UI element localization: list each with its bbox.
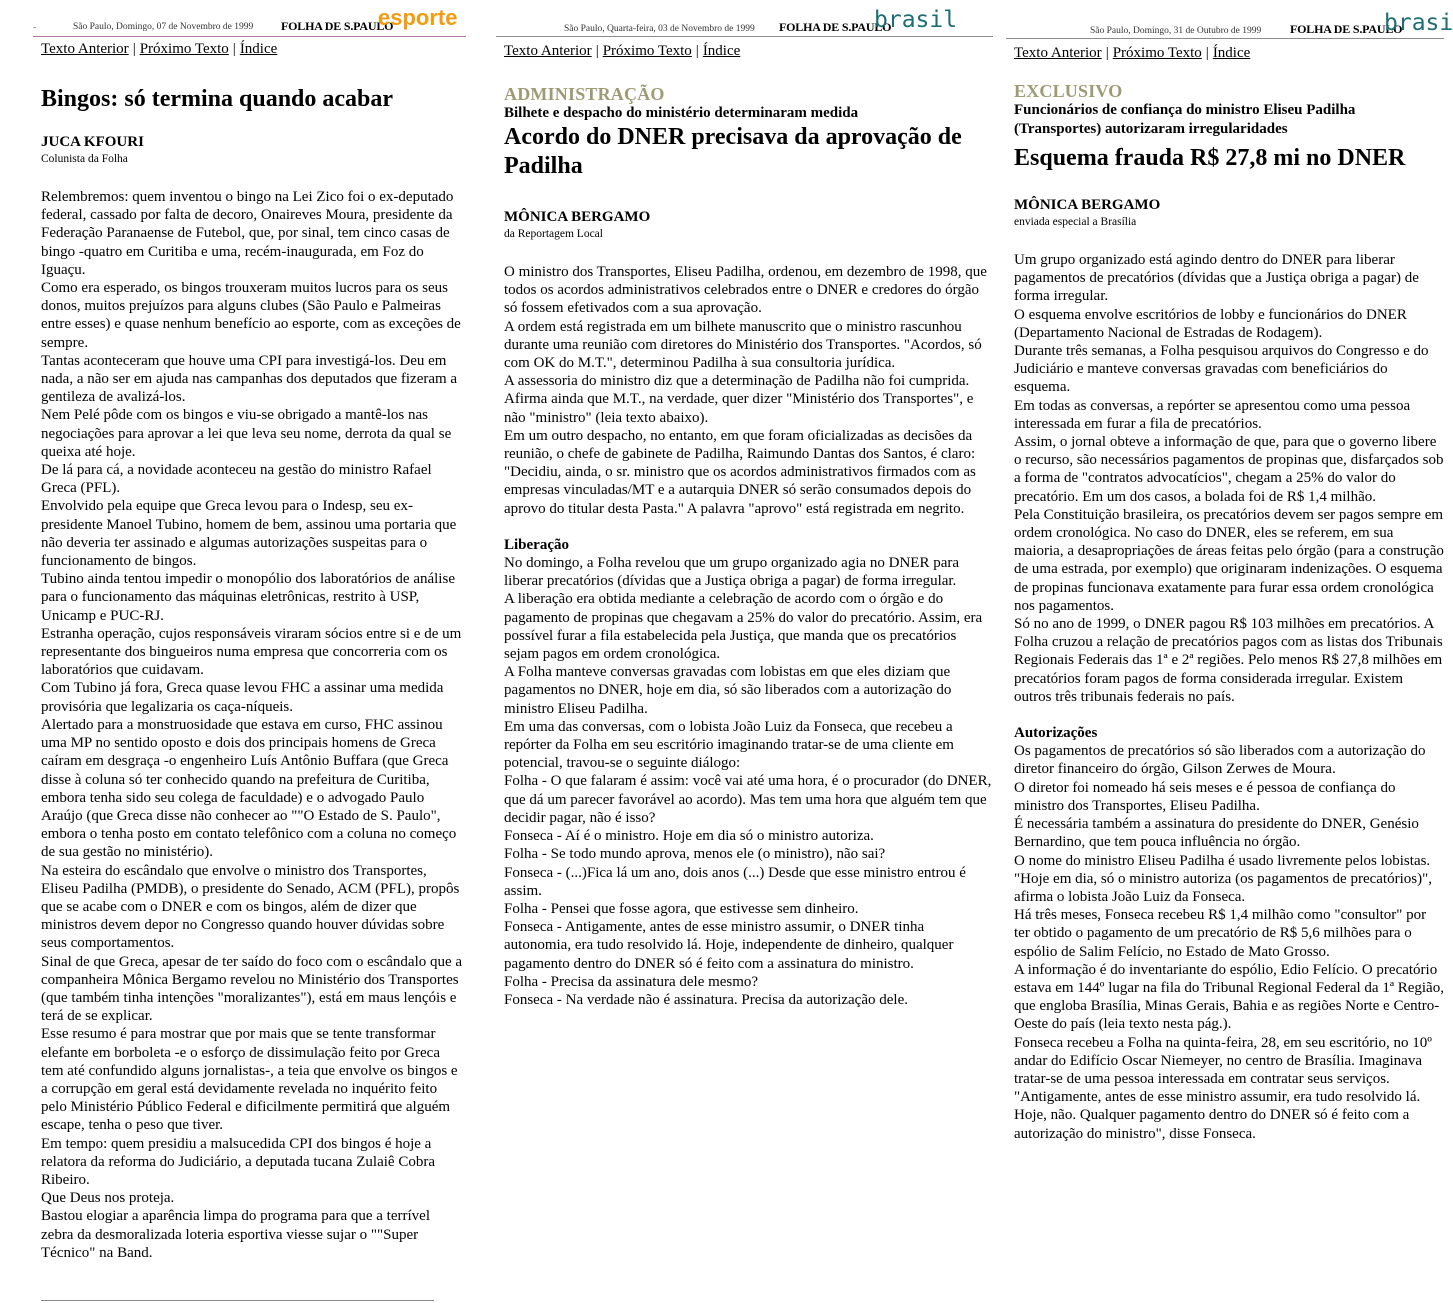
subheadline: Bilhete e despacho do ministério determinaram medida — [504, 105, 859, 121]
paragraph: Fonseca - Na verdade não é assinatura. Precisa da autorização dele. — [504, 991, 908, 1008]
section-hat: EXCLUSIVO — [1014, 81, 1123, 101]
intertitle: Autorizações — [1014, 725, 1098, 742]
nav-separator: | — [232, 41, 236, 57]
paragraph: "Decidiu, ainda, o sr. ministro que os acordos administrativos firmados com as empresas vinculadas/MT e a autarquia DNER só serão consumados depois do aprovo do titular desta Pasta." A palavra "aprovo" está registrada em negrito. — [504, 464, 976, 517]
paragraph: Com Tubino já fora, Greca quase levou FHC a assinar uma medida provisória que legalizaria os caça-níqueis. — [41, 680, 444, 715]
article-column-brasil-acordo — [496, 0, 993, 1009]
article-nav — [496, 41, 993, 61]
headline: Acordo do DNER precisava da aprovação de Padilha — [504, 124, 962, 179]
article-nav — [1006, 43, 1444, 63]
paragraph: Fonseca - Antigamente, antes de esse ministro assumir, o DNER tinha autonomia, era tudo resolvido lá. Hoje, independente de dinheiro, qualquer pagamento dentro do DNER só é feito com a assinatura do ministro. — [504, 919, 954, 972]
index-link[interactable]: Índice — [1212, 45, 1251, 61]
byline-credit: Colunista da Folha — [41, 153, 128, 165]
paragraph: Envolvido pela equipe que Greca levou para o Indesp, seu ex-presidente Manoel Tubino, homem de bem, assinou uma portaria que não deveria ter assinado e algumas autorizações suspeitas para o funcionamento de bingos. — [41, 498, 457, 570]
paragraph: Bastou elogiar a aparência limpa do programa para que a terrível zebra da desmoralizada loteria esportiva viesse sujar o ""Super Técnico" na Band. — [41, 1208, 430, 1261]
paragraph: Em uma das conversas, com o lobista João Luiz da Fonseca, que recebeu a repórter da Folha em seu escritório imaginando tratar-se de uma cliente em potencial, travou-se o seguinte diálogo: — [504, 718, 954, 772]
paragraph: A Folha manteve conversas gravadas com lobistas em que eles diziam que pagamentos no DNER, hoje em dia, só são liberados com a autorização do ministro Eliseu Padilha. — [504, 664, 952, 717]
next-text-link[interactable]: Próximo Texto — [602, 43, 692, 59]
masthead-section: brasil — [874, 7, 958, 33]
paragraph: Assim, o jornal obteve a informação de que, para que o governo libere o recurso, são necessários pagamentos de propinas que, disfarçados sob a forma de "contratos advocatícios", chegam a 25% do valor do precatório. Em um dos casos, a bolada foi de R$ 1,4 milhão. — [1014, 434, 1444, 505]
paragraph: Folha - Pensei que fosse agora, que estivesse sem dinheiro. — [504, 900, 859, 917]
paragraph: Só no ano de 1999, o DNER pagou R$ 103 milhões em precatórios. A Folha cruzou a relação de precatórios pagos com as listas dos Tribunais Regionais Federais das 1ª e 2ª regiões. Pelo menos R$ 27,8 milhões em precatórios foram pagos de forma considerada irregular. Existem outros três tribunais federais no país. — [1014, 616, 1443, 705]
index-link[interactable]: Índice — [239, 41, 278, 57]
masthead-paper-logo: FOLHA DE S.PAULO — [779, 20, 892, 34]
paragraph: Relembremos: quem inventou o bingo na Lei Zico foi o ex-deputado federal, cassado por falta de decoro, Onaireves Moura, presidente da Federação Paranaense de Futebol, que, por sinal, tem cinco casas de bingo -quatro em Curitiba e uma, recém-inaugurada, em Foz do Iguaçu. — [41, 189, 454, 278]
masthead — [496, 0, 993, 37]
masthead-paper-logo: FOLHA DE S.PAULO — [281, 19, 394, 33]
paragraph: Sinal de que Greca, apesar de ter saído do foco com o escândalo que a companheira Mônica Bergamo revelou no Ministério dos Transportes (que também tinha intenções "moralizantes"), está em maus lençóis e terá de se explicar. — [41, 953, 463, 1025]
nav-separator: | — [132, 41, 136, 57]
paragraph: Na esteira do escândalo que envolve o ministro dos Transportes, Eliseu Padilha (PMDB), o presidente do Senado, ACM (PFL), propôs que se acabe com o DNER e com os bingos, além de dizer que ministros devem depor no Congresso quando houver dúvidas sobre seus comportamentos. — [41, 862, 460, 952]
paragraph: Fonseca recebeu a Folha na quinta-feira, 28, em seu escritório, no 10º andar do Edifício Oscar Niemeyer, no centro de Brasília. Imaginava tratar-se de uma pessoa interessada em contratar seus serviços. — [1014, 1034, 1432, 1087]
masthead — [1006, 0, 1453, 39]
paragraph: Tubino ainda tentou impedir o monopólio dos laboratórios de análise para o funcionamento das máquinas eletrônicas, restrito à USP, Unicamp e PUC-RJ. — [41, 571, 455, 624]
paragraph: A ordem está registrada em um bilhete manuscrito que o ministro rascunhou durante uma reunião com diretores do Ministério dos Transportes. "Acordos, só com OK do M.T.", determinou Padilha à sua consultoria jurídica. — [504, 318, 982, 372]
prev-text-link[interactable]: Texto Anterior — [1014, 45, 1102, 61]
article-column-brasil-esquema — [1006, 0, 1453, 1143]
paragraph: Que Deus nos proteja. — [41, 1190, 175, 1207]
paragraph: Fonseca - (...)Fica lá um ano, dois anos (...) Desde que esse ministro entrou é assim. — [504, 864, 966, 899]
paragraph: O diretor foi nomeado há seis meses e é pessoa de confiança do ministro dos Transportes, Eliseu Padilha. — [1014, 779, 1396, 814]
paragraph: Nem Pelé pôde com os bingos e viu-se obrigado a mantê-los nas negociações para aprovar a lei que leva seu nome, derrota da qual se queixa até hoje. — [41, 407, 452, 460]
intertitle: Liberação — [504, 536, 569, 553]
paragraph: Em um outro despacho, no entanto, em que foram oficializadas as decisões da reunião, o chefe de gabinete de Padilha, Raimundo Dantas dos Santos, é claro: — [504, 427, 976, 463]
index-link[interactable]: Índice — [702, 43, 741, 59]
byline: MÔNICA BERGAMO — [1014, 197, 1161, 213]
nav-separator: | — [595, 43, 599, 59]
paragraph: A liberação era obtida mediante a celebração de acordo com o órgão e do pagamento de propinas que chegavam a 25% do valor do precatório. Assim, era possível furar a fila estabelecida pela Justiça, que manda que os precatórios sejam pagos em ordem cronológica. — [504, 591, 983, 663]
paragraph: O esquema envolve escritórios de lobby e funcionários do DNER (Departamento Nacional de Estradas de Rodagem). — [1014, 306, 1407, 341]
paragraph: Tantas aconteceram que houve uma CPI para investigá-los. Deu em nada, a não ser em ajuda nas campanhas dos deputados que fizeram a gentileza de avalizá-los. — [41, 352, 458, 406]
paragraph: Como era esperado, os bingos trouxeram muitos lucros para os seus donos, muitos prejuízos para alguns clubes (São Paulo e Palmeiras entre esses) e quase nenhum benefício ao esporte, com as exceções de sempre. — [41, 280, 461, 351]
nav-separator: | — [695, 43, 699, 59]
paragraph: Durante três semanas, a Folha pesquisou arquivos do Congresso e do Judiciário e manteve conversas gravadas com beneficiários do esquema. — [1014, 343, 1429, 396]
paragraph: Fonseca - Aí é o ministro. Hoje em dia só o ministro autoriza. — [504, 828, 874, 845]
article-nav — [33, 39, 466, 59]
masthead-date: São Paulo, Domingo, 31 de Outubro de 1999 — [1090, 26, 1262, 36]
paragraph: Esse resumo é para mostrar que por mais que se tente transformar elefante em borboleta -e o esforço de dissimulação feito por Greca tem até confundido alguns jornalistas-, a teia que envolve os bingos e a corrupção em geral está devidamente revelada no inquérito feito pelo Ministério Público Federal e dificilmente permitirá que alguém escape, tenha o peso que tiver. — [41, 1026, 458, 1134]
next-text-link[interactable]: Próximo Texto — [1112, 45, 1202, 61]
next-text-link[interactable]: Próximo Texto — [139, 41, 229, 57]
subheadline: Funcionários de confiança do ministro Eliseu Padilha (Transportes) autorizaram irregularidades — [1014, 102, 1356, 137]
paragraph: A assessoria do ministro diz que a determinação de Padilha não foi cumprida. Afirma ainda que M.T., na verdade, quer dizer "Ministério dos Transportes", e não "ministro" (leia texto abaixo). — [504, 373, 974, 426]
paragraph: Um grupo organizado está agindo dentro do DNER para liberar pagamentos de precatórios (dívidas que a Justiça obriga a pagar) de forma irregular. — [1014, 252, 1419, 305]
masthead-section: esporte — [378, 5, 458, 30]
paragraph: Os pagamentos de precatórios só são liberados com a autorização do diretor financeiro do órgão, Gilson Zerwes de Moura. — [1014, 743, 1426, 778]
section-hat: ADMINISTRAÇÃO — [504, 84, 665, 104]
paragraph: No domingo, a Folha revelou que um grupo organizado agia no DNER para liberar precatórios (dívidas que a Justiça obriga a pagar) de forma irregular. — [504, 555, 960, 590]
byline-credit: da Reportagem Local — [504, 228, 603, 240]
paragraph: Em tempo: quem presidiu a malsucedida CPI dos bingos é hoje a relatora da reforma do Judiciário, a deputada tucana Zulaiê Cobra Ribeiro. — [41, 1135, 435, 1188]
masthead-date: São Paulo, Quarta-feira, 03 de Novembro de 1999 — [564, 24, 755, 34]
paragraph: O ministro dos Transportes, Eliseu Padilha, ordenou, em dezembro de 1998, que todos os acordos administrativos celebrados entre o DNER e credores do órgão só fossem efetivados com a sua aprovação. — [504, 264, 987, 317]
paragraph: Há três meses, Fonseca recebeu R$ 1,4 milhão como "consultor" por ter obtido o pagamento de um precatório de R$ 5,6 milhões para o espólio de Salim Felício, no Estado de Mato Grosso. — [1014, 907, 1427, 960]
article-column-esporte — [33, 0, 466, 1262]
paragraph: De lá para cá, a novidade aconteceu na gestão do ministro Rafael Greca (PFL). — [41, 462, 432, 497]
paragraph: É necessária também a assinatura do presidente do DNER, Genésio Bernardino, que tem pouca influência no órgão. — [1014, 816, 1419, 851]
masthead-section: brasi — [1384, 10, 1453, 36]
byline-credit: enviada especial a Brasília — [1014, 216, 1137, 228]
paragraph: Em todas as conversas, a repórter se apresentou como uma pessoa interessada em furar a fila de precatórios. — [1014, 397, 1411, 432]
paragraph: O nome do ministro Eliseu Padilha é usado livremente pelos lobistas. "Hoje em dia, só o ministro autoriza (os pagamentos de precatórios)", afirma o lobista João Luiz da Fonseca. — [1014, 852, 1432, 905]
paragraph: Alertado para a monstruosidade que estava em curso, FHC assinou uma MP no sentido oposto e dois dos principais homens de Greca caíram em desgraça -o engenheiro Luís Antônio Buffara (que Greca disse à coluna só ter conhecido quando na prefeitura de Curitiba, embora tenha sido seu colega de faculdade) e o advogado Paulo Araújo (que Greca disse não conhecer ao ""O Estado de S. Paulo", embora o tenha posto em contato telefônico com a coluna no começo de sua gestão no ministério). — [41, 716, 457, 861]
masthead-paper-logo: FOLHA DE S.PAULO — [1290, 22, 1403, 36]
paragraph: "Antigamente, antes de esse ministro assumir, era tudo resolvido lá. Hoje, não. Qualquer pagamento dentro do DNER só é feito com a autorização do ministro", disse Fonseca. — [1014, 1089, 1421, 1142]
headline: Bingos: só termina quando acabar — [41, 86, 394, 112]
paragraph: Folha - Precisa da assinatura dele mesmo? — [504, 973, 759, 990]
article-body — [1006, 251, 1444, 1143]
masthead-date: São Paulo, Domingo, 07 de Novembro de 1999 — [73, 22, 254, 32]
headline: Esquema frauda R$ 27,8 mi no DNER — [1014, 145, 1406, 171]
paragraph: A informação é do inventariante do espólio, Edio Felício. O precatório estava em 144º lugar na fila do Tribunal Regional Federal da 1ª Região, que engloba Brasília, Minas Gerais, Bahia e as regiões Norte e Centro-Oeste do país (leia texto nesta pág.). — [1014, 961, 1444, 1033]
paragraph: Pela Constituição brasileira, os precatórios devem ser pagos sempre em ordem cronológica. No caso do DNER, eles se referem, em sua maioria, a desapropriações de áreas feitas pelo órgão (para a construção de uma estrada, por exemplo) que originaram indenizações. O esquema de propinas funcionava exatamente para furar essa ordem cronológica nos pagamentos. — [1014, 506, 1444, 614]
paragraph: Folha - O que falaram é assim: você vai até uma hora, é o procurador (do DNER, que dá um parecer favorável ao acordo). Mas tem uma hora que alguém tem que decidir pagar, não é isso? — [504, 773, 992, 826]
prev-text-link[interactable]: Texto Anterior — [504, 43, 592, 59]
paragraph: Folha - Se todo mundo aprova, menos ele (o ministro), não sai? — [504, 846, 886, 863]
article-body — [33, 188, 466, 1262]
nav-separator: | — [1105, 45, 1109, 61]
prev-text-link[interactable]: Texto Anterior — [41, 41, 129, 57]
masthead — [33, 0, 466, 37]
article-body — [496, 263, 993, 1009]
byline: MÔNICA BERGAMO — [504, 209, 651, 225]
bottom-divider — [41, 1300, 434, 1301]
paragraph: Estranha operação, cujos responsáveis viraram sócios entre si e de um representante dos bingueiros numa empresa que concorreria com os laboratórios que cuidavam. — [41, 625, 462, 679]
nav-separator: | — [1205, 45, 1209, 61]
masthead-dash: - — [33, 22, 37, 33]
byline: JUCA KFOURI — [41, 134, 144, 150]
